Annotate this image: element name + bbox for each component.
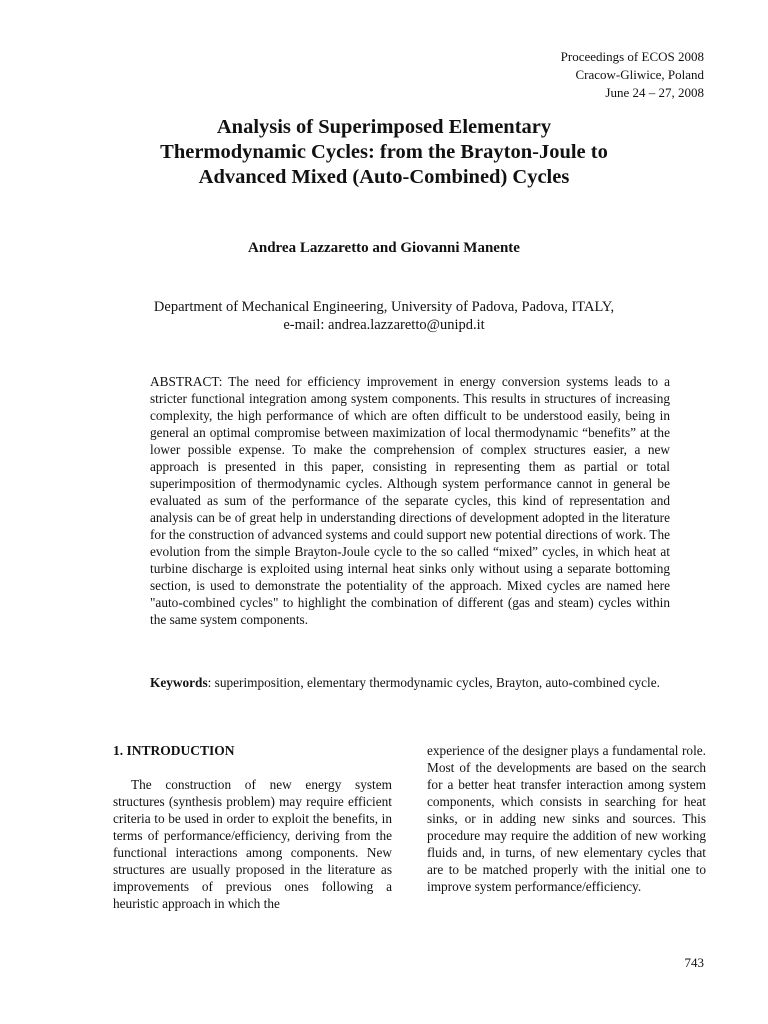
intro-left-column [113, 742, 392, 912]
title-line-3: Advanced Mixed (Auto-Combined) Cycles [198, 166, 570, 188]
proceedings-date: June 24 – 27, 2008 [605, 85, 704, 100]
section-heading-introduction: 1. INTRODUCTION [113, 743, 235, 758]
proceedings-location: Cracow-Gliwice, Poland [575, 67, 704, 82]
keywords-label: Keywords [150, 675, 208, 690]
abstract: ABSTRACT: The need for efficiency improvement in energy conversion systems leads to a stricter functional integration among system components. This results in structures of increasing complexity, the high performance of which are often difficult to be understood easily, being in general an optimal compromise between maximization of local thermodynamic “benefits” at the lower possible expense. To make the comprehension of complex structures easier, a new approach is presented in this paper, consisting in representing them as partial or total superimposition of thermodynamic cycles. Although system performance cannot in general be evaluated as sum of the performance of the separate cycles, this kind of representation and analysis can be of great help in understanding directions of development adopted in the literature for the construction of advanced systems and could support new potential directions of work. The evolution from the simple Brayton-Joule cycle to the so called “mixed” cycles, in which heat at turbine discharge is exploited using internal heat sinks only without using a separate bottoming section, is used to demonstrate the potentiality of the approach. Mixed cycles are named here "auto-combined cycles" to highlight the combination of different (gas and steam) cycles within the same system components. [150, 374, 670, 627]
affiliation-email: e-mail: andrea.lazzaretto@unipd.it [283, 317, 485, 333]
title-line-1: Analysis of Superimposed Elementary [216, 116, 552, 138]
paper-title [60, 115, 708, 190]
intro-paragraph-left: The construction of new energy system structures (synthesis problem) may require efficient criteria to be used in order to exploit the benefits, in terms of performance/efficiency, deriving from the functional interactions among components. New structures are usually proposed in the literature as improvements of previous ones following a heuristic approach in which the [113, 777, 392, 911]
proceedings-name: Proceedings of ECOS 2008 [560, 49, 704, 64]
authors: Andrea Lazzaretto and Giovanni Manente [248, 240, 520, 256]
proceedings-info [561, 48, 704, 102]
affiliation [60, 298, 708, 334]
keywords [150, 674, 670, 691]
intro-paragraph-right: experience of the designer plays a fundamental role. Most of the developments are based on the search for a better heat transfer interaction among system components, which consists in searching for heat sinks, or in adding new sinks and sources. This procedure may require the addition of new working fluids and, in turns, of new elementary cycles that are to be matched properly with the initial one to improve system performance/efficiency. [427, 743, 706, 894]
page-number: 743 [684, 955, 704, 970]
title-line-2: Thermodynamic Cycles: from the Brayton-Joule to [160, 141, 608, 163]
keywords-text: : superimposition, elementary thermodynamic cycles, Brayton, auto-combined cycle. [207, 675, 660, 690]
affiliation-department: Department of Mechanical Engineering, University of Padova, Padova, ITALY, [153, 299, 615, 315]
